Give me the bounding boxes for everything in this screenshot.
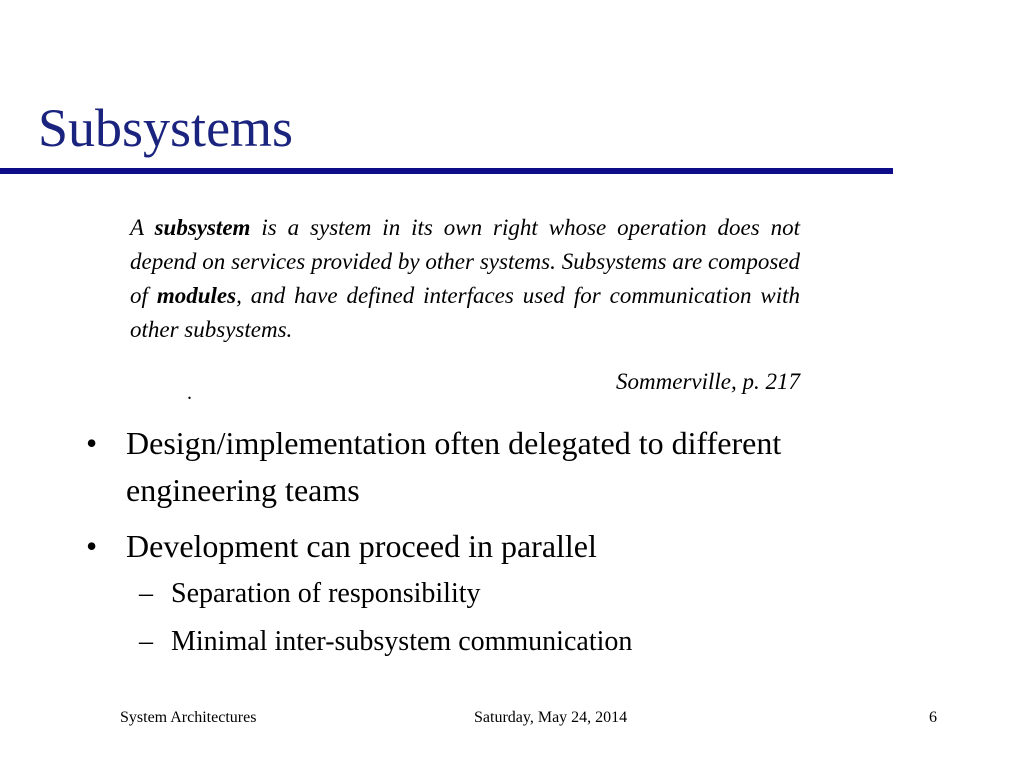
sub-bullet-marker: – — [139, 626, 153, 657]
footer-course-title: System Architectures — [120, 709, 257, 726]
stray-dot: . — [187, 382, 192, 404]
sub-bullet-text: Separation of responsibility — [171, 578, 481, 609]
title-divider — [0, 168, 893, 174]
quote-term-modules: modules — [156, 283, 237, 308]
slide-title: Subsystems — [38, 98, 294, 158]
footer-date: Saturday, May 24, 2014 — [474, 709, 628, 726]
sub-bullet-list — [126, 570, 846, 666]
bullet-marker: • — [86, 528, 98, 564]
footer-page-number: 6 — [929, 709, 937, 726]
bullet-item — [86, 523, 846, 666]
sub-bullet-item — [126, 570, 846, 618]
bullet-marker: • — [86, 425, 98, 461]
quote-prefix: A — [130, 215, 155, 240]
bullet-list — [86, 420, 846, 675]
quote-middle: is a system in its own right whose operation does not depend on services provided by other systems. Subsystems are composed of — [130, 215, 801, 308]
sub-bullet-text: Minimal inter-subsystem communication — [171, 626, 633, 657]
sub-bullet-item — [126, 618, 846, 666]
quote-term-subsystem: subsystem — [154, 215, 251, 240]
bullet-item — [86, 420, 846, 514]
quote-citation: Sommerville, p. 217 — [616, 369, 800, 394]
definition-quote — [130, 211, 800, 347]
bullet-text: Design/implementation often delegated to different engineering teams — [126, 425, 782, 508]
bullet-text: Development can proceed in parallel — [126, 528, 597, 564]
quote-suffix: , and have defined interfaces used for communication with other subsystems. — [130, 283, 800, 342]
sub-bullet-marker: – — [139, 578, 153, 609]
